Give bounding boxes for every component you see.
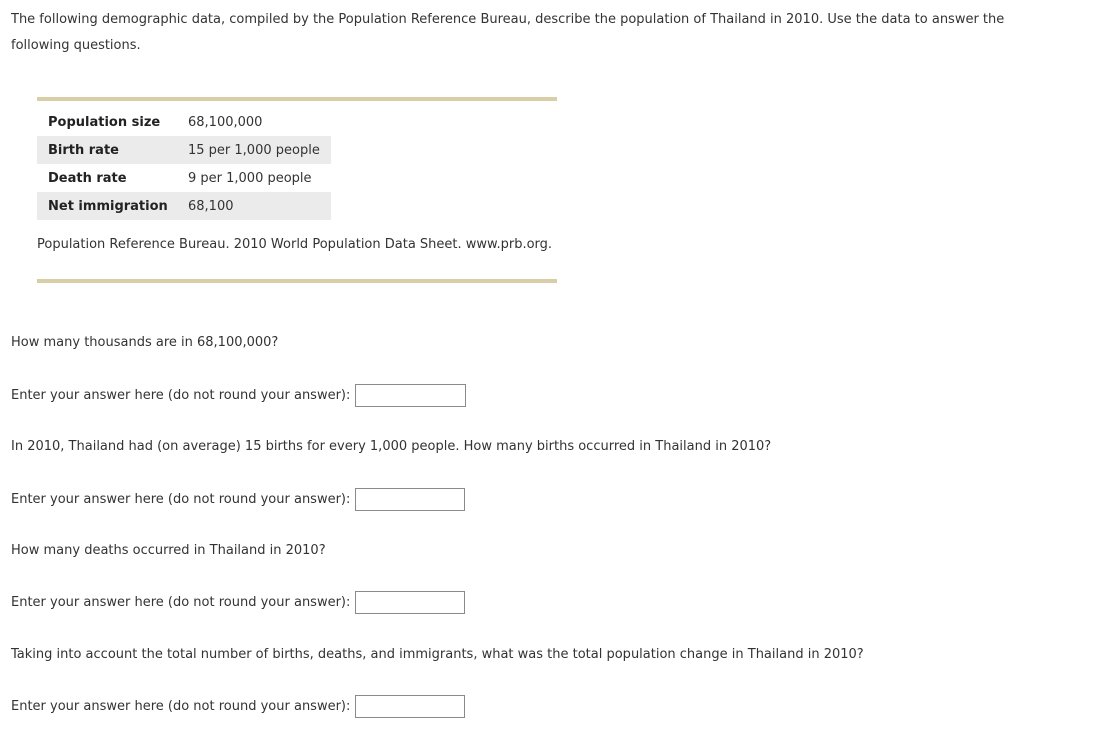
source-citation: Population Reference Bureau. 2010 World Population Data Sheet. www.prb.org. xyxy=(37,237,553,252)
question-1-text: How many thousands are in 68,100,000? xyxy=(11,335,279,350)
answer-input-1[interactable] xyxy=(355,384,466,407)
intro-paragraph: The following demographic data, compiled by the Population Reference Bureau, describe the population of Thailand in 2010. Use the data to answer the following questions. xyxy=(11,12,1005,53)
row-label: Population size xyxy=(48,114,161,130)
answer-label: Enter your answer here (do not round your answer): xyxy=(11,699,351,714)
question-2-text: In 2010, Thailand had (on average) 15 births for every 1,000 people. How many births occurred in Thailand in 2010? xyxy=(11,439,772,454)
answer-input-3[interactable] xyxy=(355,591,465,614)
answer-label: Enter your answer here (do not round your answer): xyxy=(11,595,351,610)
answer-input-4[interactable] xyxy=(355,695,465,718)
demographic-data-box xyxy=(37,97,557,283)
row-label: Birth rate xyxy=(37,136,188,164)
answer-row-1 xyxy=(11,384,466,407)
row-value: 68,100 xyxy=(188,192,331,220)
table-row xyxy=(37,136,331,164)
row-label: Net immigration xyxy=(37,192,188,220)
row-value: 15 per 1,000 people xyxy=(188,136,331,164)
bottom-divider xyxy=(37,279,557,283)
question-4-text: Taking into account the total number of births, deaths, and immigrants, what was the total population change in Thailand in 2010? xyxy=(11,647,864,662)
answer-input-2[interactable] xyxy=(355,488,465,511)
row-value: 9 per 1,000 people xyxy=(188,170,312,186)
top-divider xyxy=(37,97,557,101)
table-row xyxy=(37,108,331,136)
answer-label: Enter your answer here (do not round your answer): xyxy=(11,492,351,507)
table-row xyxy=(37,192,331,220)
answer-row-4 xyxy=(11,695,465,718)
table-row xyxy=(37,164,331,192)
demographic-table xyxy=(37,108,331,220)
answer-label: Enter your answer here (do not round your answer): xyxy=(11,388,351,403)
row-value: 68,100,000 xyxy=(188,114,263,130)
answer-row-3 xyxy=(11,591,465,614)
answer-row-2 xyxy=(11,488,465,511)
question-3-text: How many deaths occurred in Thailand in 2010? xyxy=(11,543,326,558)
row-label: Death rate xyxy=(48,170,127,186)
